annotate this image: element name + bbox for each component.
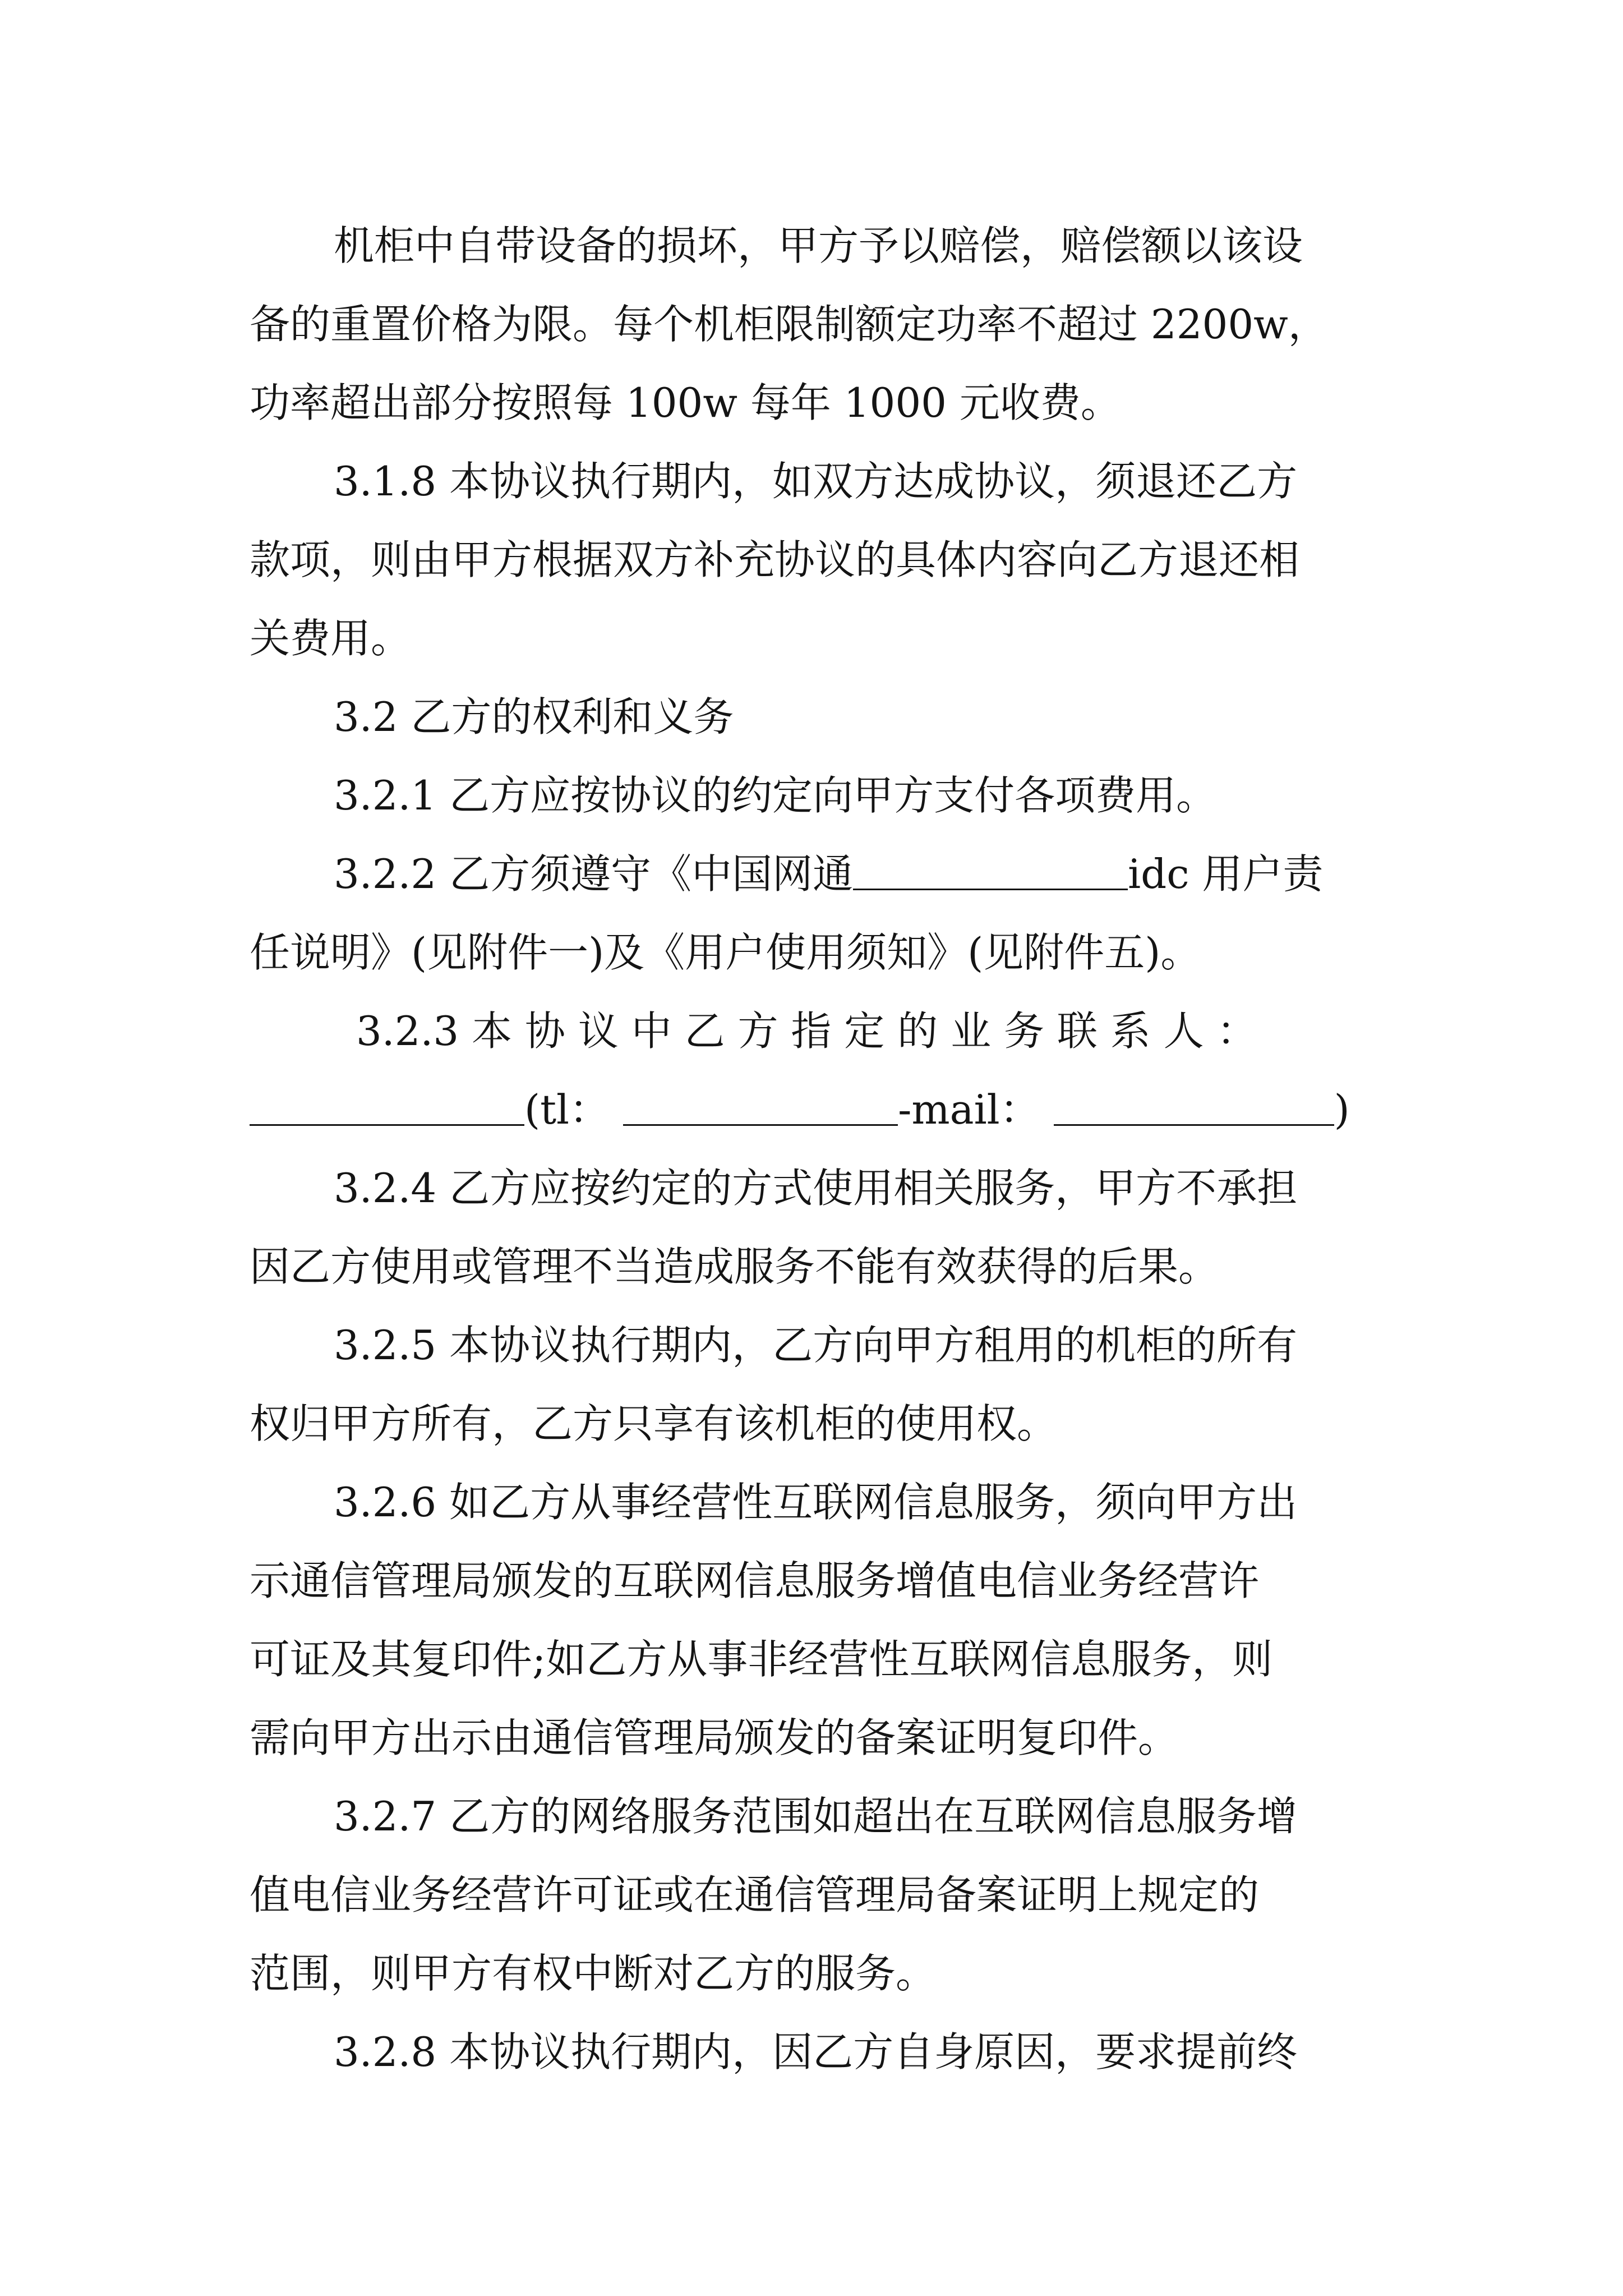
text-line: 权归甲方所有，乙方只享有该机柜的使用权。 bbox=[250, 1400, 1058, 1447]
tel-label: (tl： bbox=[524, 1086, 610, 1133]
contact-name-blank bbox=[250, 1070, 524, 1126]
text-line: 需向甲方出示由通信管理局颁发的备案证明复印件。 bbox=[250, 1714, 1179, 1761]
blank-underline bbox=[853, 835, 1128, 890]
clause-3-2-7: 3.2.7 乙方的网络服务范围如超出在互联网信息服务增 bbox=[334, 1793, 1298, 1840]
clause-3-2-2 bbox=[250, 835, 1394, 913]
text-line: 值电信业务经营许可证或在通信管理局备案证明上规定的 bbox=[250, 1871, 1260, 1918]
text-line: 关费用。 bbox=[250, 615, 412, 662]
text-line: 机柜中自带设备的损坏，甲方予以赔偿，赔偿额以该设 bbox=[334, 222, 1303, 269]
text-line: 功率超出部分按照每 100w 每年 1000 元收费。 bbox=[250, 379, 1121, 426]
text-line: 范围，则甲方有权中断对乙方的服务。 bbox=[250, 1950, 937, 1997]
email-blank bbox=[1054, 1070, 1334, 1126]
clause-3-2-3: 3.2.3 本 协 议 中 乙 方 指 定 的 业 务 联 系 人 ： bbox=[356, 1007, 1257, 1055]
clause-3-2-1: 3.2.1 乙方应按协议的约定向甲方支付各项费用。 bbox=[334, 772, 1217, 819]
clause-text: idc 用户责 bbox=[1128, 850, 1324, 898]
clause-3-1-8: 3.1.8 本协议执行期内，如双方达成协议，须退还乙方 bbox=[334, 458, 1298, 505]
clause-3-2-8: 3.2.8 本协议执行期内，因乙方自身原因，要求提前终 bbox=[334, 2028, 1298, 2076]
closing-paren: ) bbox=[1334, 1086, 1350, 1133]
text-line: 任说明》(见附件一)及《用户使用须知》(见附件五)。 bbox=[250, 929, 1201, 976]
text-line: 因乙方使用或管理不当造成服务不能有效获得的后果。 bbox=[250, 1243, 1219, 1290]
text-line: 示通信管理局颁发的互联网信息服务增值电信业务经营许 bbox=[250, 1557, 1260, 1604]
email-label: -mail： bbox=[898, 1086, 1040, 1133]
text-line: 款项，则由甲方根据双方补充协议的具体内容向乙方退还相 bbox=[250, 536, 1300, 583]
document-body bbox=[250, 206, 1394, 2091]
clause-3-2-5: 3.2.5 本协议执行期内，乙方向甲方租用的机柜的所有 bbox=[334, 1322, 1298, 1369]
text-line: 可证及其复印件;如乙方从事非经营性互联网信息服务，则 bbox=[250, 1636, 1273, 1683]
clause-3-2-4: 3.2.4 乙方应按约定的方式使用相关服务，甲方不承担 bbox=[334, 1165, 1298, 1212]
clause-3-2-6: 3.2.6 如乙方从事经营性互联网信息服务，须向甲方出 bbox=[334, 1479, 1298, 1526]
text-line: 备的重置价格为限。每个机柜限制额定功率不超过 2200w， bbox=[250, 301, 1329, 348]
tel-blank bbox=[623, 1070, 898, 1126]
contact-blanks-line bbox=[250, 1070, 1394, 1149]
clause-text: 3.2.2 乙方须遵守《中国网通 bbox=[334, 850, 854, 898]
section-heading-3-2: 3.2 乙方的权利和义务 bbox=[334, 693, 734, 740]
